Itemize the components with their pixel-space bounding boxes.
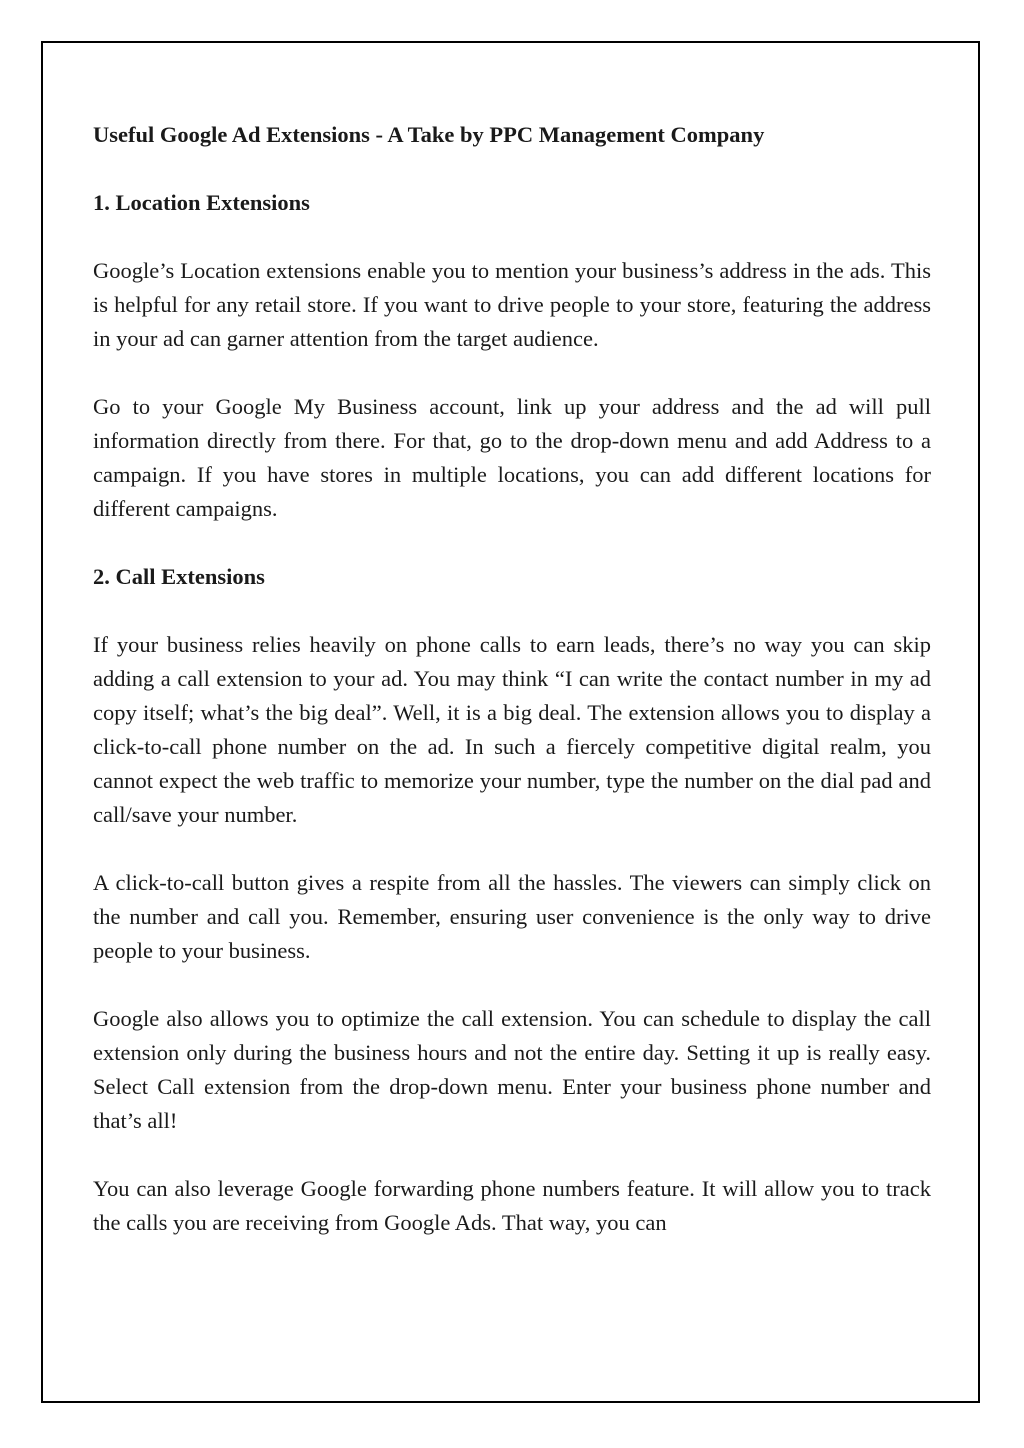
- section-heading: 1. Location Extensions: [93, 190, 310, 215]
- paragraph: You can also leverage Google forwarding phone numbers feature. It will allow you to track the calls you are receiving from Google Ads. That way, you can: [93, 1176, 931, 1235]
- paragraph: A click-to-call button gives a respite from all the hassles. The viewers can simply click on the number and call you. Remember, ensuring user convenience is the only way to drive people to your business.: [93, 870, 931, 963]
- paragraph: Go to your Google My Business account, link up your address and the ad will pull information directly from there. For that, go to the drop-down menu and add Address to a campaign. If you have stores in multiple locations, you can add different locations for different campaigns.: [93, 394, 931, 521]
- paragraph: Google also allows you to optimize the call extension. You can schedule to display the call extension only during the business hours and not the entire day. Setting it up is really easy. Select Call extension from the drop-down menu. Enter your business phone number and that’s all!: [93, 1006, 931, 1133]
- document-body: [93, 118, 931, 1240]
- section-location-extensions: [93, 186, 931, 526]
- document-title: Useful Google Ad Extensions - A Take by PPC Management Company: [93, 122, 765, 147]
- paragraph: If your business relies heavily on phone calls to earn leads, there’s no way you can skip adding a call extension to your ad. You may think “I can write the contact number in my ad copy itself; what’s the big deal”. Well, it is a big deal. The extension allows you to display a click-to-call phone number on the ad. In such a fiercely competitive digital realm, you cannot expect the web traffic to memorize your number, type the number on the dial pad and call/save your number.: [93, 632, 931, 827]
- section-call-extensions: [93, 560, 931, 1240]
- paragraph: Google’s Location extensions enable you to mention your business’s address in the ads. This is helpful for any retail store. If you want to drive people to your store, featuring the address in your ad can garner attention from the target audience.: [93, 258, 931, 351]
- section-heading: 2. Call Extensions: [93, 564, 265, 589]
